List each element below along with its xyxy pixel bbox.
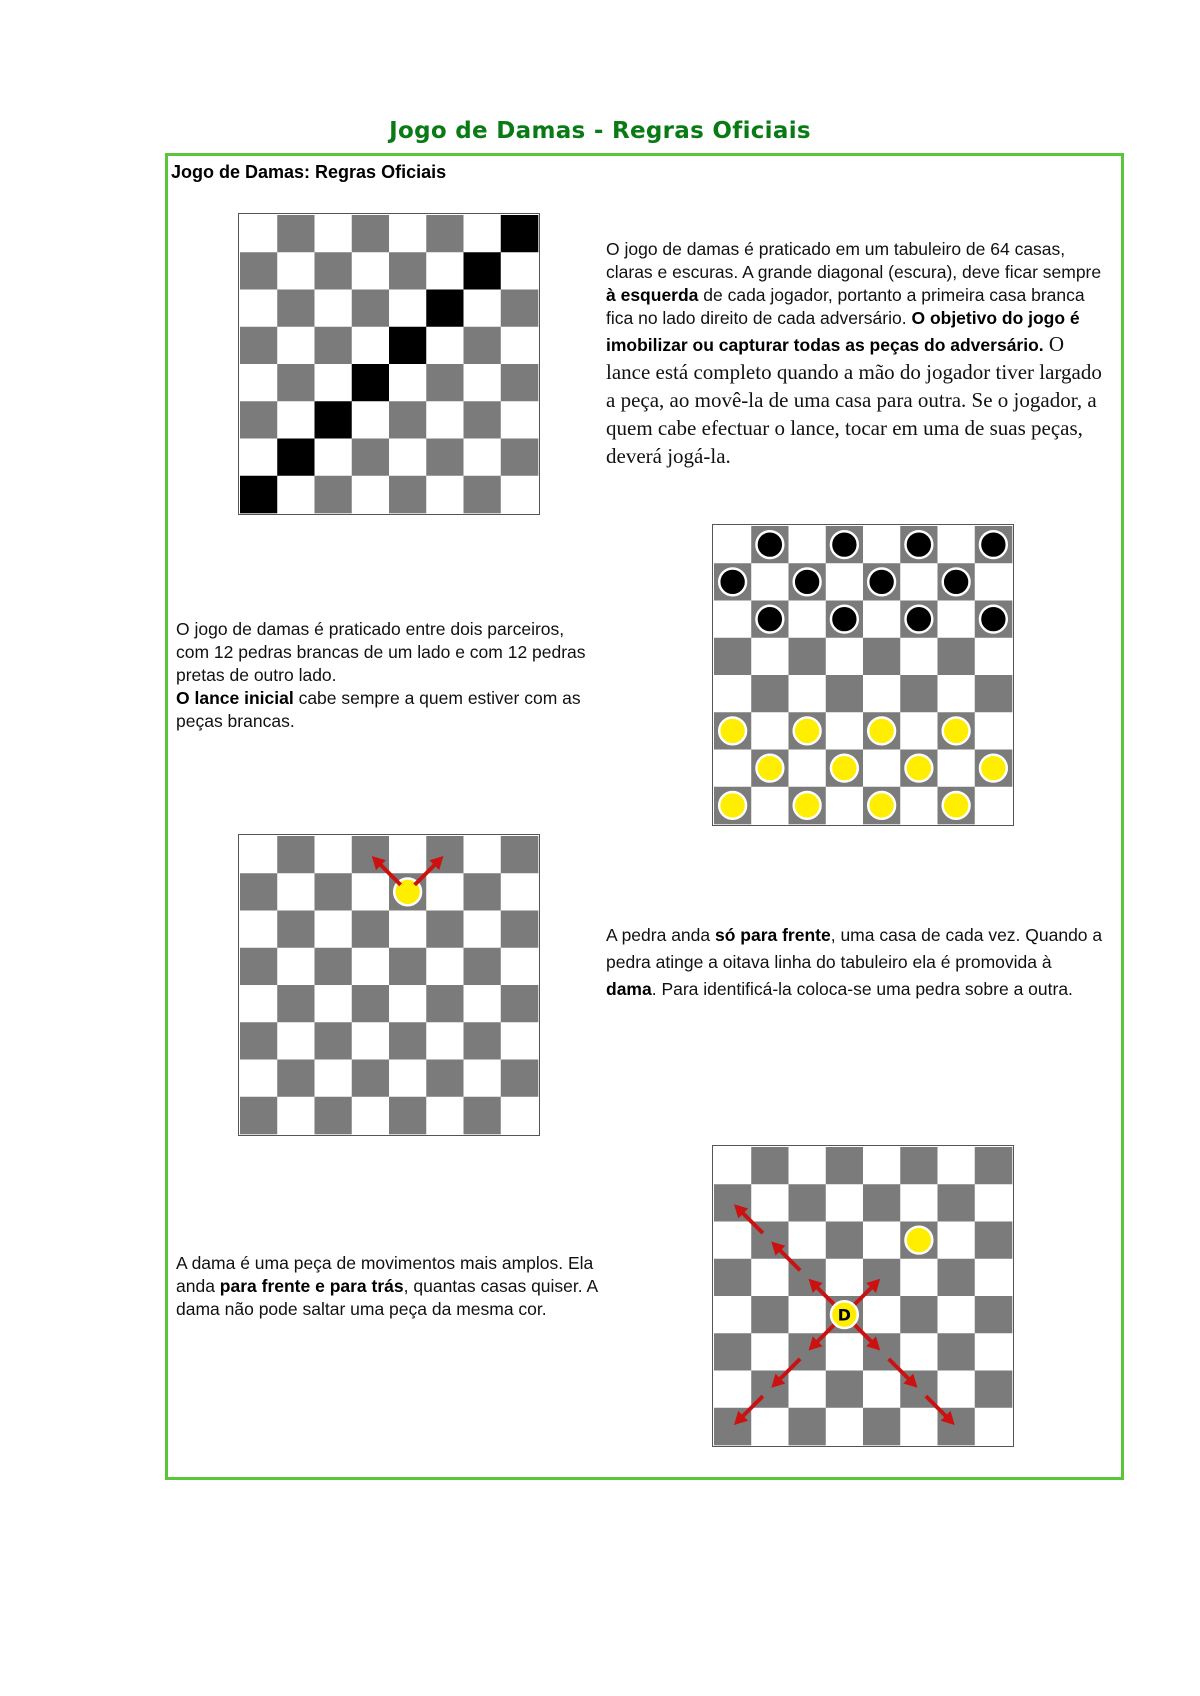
dama-piece-label: D xyxy=(837,1305,851,1325)
board-square xyxy=(751,675,789,713)
board-square xyxy=(900,1147,938,1185)
board-square xyxy=(464,215,502,253)
board-square xyxy=(240,252,278,290)
board-square xyxy=(826,638,864,676)
yellow-piece xyxy=(868,792,895,819)
black-piece xyxy=(980,531,1007,558)
board-square xyxy=(240,910,278,948)
board-square xyxy=(464,1060,502,1098)
board-square xyxy=(426,401,464,439)
board-square xyxy=(501,836,539,874)
board-square xyxy=(426,948,464,986)
board-square xyxy=(900,638,938,676)
pedra-text xyxy=(606,922,1106,1003)
board-square xyxy=(389,327,427,365)
board-square xyxy=(389,476,427,514)
board-square xyxy=(464,873,502,911)
board-square xyxy=(352,327,390,365)
board-square xyxy=(464,985,502,1023)
yellow-piece xyxy=(980,755,1007,782)
inicio-text-1: O jogo de damas é praticado entre dois parceiros, com 12 pedras brancas de um lado e com 12 pedras pretas de outro lado. xyxy=(176,619,586,685)
board-square xyxy=(314,910,352,948)
tabuleiro-text-bold-1: à esquerda xyxy=(606,285,699,305)
board-square xyxy=(826,1184,864,1222)
board-square xyxy=(389,910,427,948)
board-square xyxy=(714,750,752,788)
board-square xyxy=(352,910,390,948)
board-square xyxy=(826,563,864,601)
board-square xyxy=(826,1221,864,1259)
yellow-piece xyxy=(943,717,970,744)
board-square xyxy=(863,1184,901,1222)
board-square xyxy=(389,215,427,253)
board-square xyxy=(426,1060,464,1098)
yellow-piece xyxy=(794,792,821,819)
board-square xyxy=(464,439,502,477)
yellow-piece xyxy=(831,755,858,782)
board-square xyxy=(277,985,315,1023)
board-square xyxy=(314,289,352,327)
board-square xyxy=(826,1333,864,1371)
board-square xyxy=(277,215,315,253)
board-square xyxy=(277,1097,315,1135)
board-square xyxy=(501,364,539,402)
board-square xyxy=(277,439,315,477)
tabuleiro-text xyxy=(606,238,1106,470)
board-square xyxy=(352,364,390,402)
board-square xyxy=(788,750,826,788)
board-square xyxy=(240,364,278,402)
board-square xyxy=(240,327,278,365)
yellow-piece xyxy=(943,792,970,819)
board-square xyxy=(314,327,352,365)
board-square xyxy=(863,1221,901,1259)
board-square xyxy=(464,910,502,948)
yellow-piece xyxy=(905,755,932,782)
board-square xyxy=(501,289,539,327)
board-square xyxy=(240,401,278,439)
board-square xyxy=(975,1371,1013,1409)
board-square xyxy=(464,1097,502,1135)
board-square xyxy=(975,1147,1013,1185)
board-square xyxy=(464,1022,502,1060)
board-square xyxy=(938,675,976,713)
board-square xyxy=(314,985,352,1023)
board-square xyxy=(501,1060,539,1098)
board-square xyxy=(938,1296,976,1334)
board-square xyxy=(501,1022,539,1060)
board-square xyxy=(863,638,901,676)
board-square xyxy=(389,289,427,327)
board-square xyxy=(501,439,539,477)
board-square xyxy=(277,873,315,911)
board-square xyxy=(751,712,789,750)
board-square xyxy=(938,1371,976,1409)
dama-text xyxy=(176,1252,611,1321)
board-square xyxy=(426,252,464,290)
board-square xyxy=(314,252,352,290)
inicio-lance-inicial: O lance inicial xyxy=(176,688,294,708)
board-square xyxy=(751,1147,789,1185)
board-square xyxy=(826,675,864,713)
board-square xyxy=(788,1221,826,1259)
board-square xyxy=(389,985,427,1023)
board-square xyxy=(314,364,352,402)
board-square xyxy=(464,476,502,514)
board-square xyxy=(352,401,390,439)
board-square xyxy=(277,948,315,986)
board-square xyxy=(975,787,1013,825)
board-square xyxy=(240,1022,278,1060)
pedra-text-3: . Para identificá-la coloca-se uma pedra sobre a outra. xyxy=(651,979,1073,999)
board-square xyxy=(426,364,464,402)
board-square xyxy=(714,1259,752,1297)
tabuleiro-text-serif: O lance está completo quando a mão do jogador tiver largado a peça, ao movê-la de uma casa para outra. Se o jogador, a quem cabe efectuar o lance, tocar em uma de suas peças, deverá jogá-la. xyxy=(606,332,1102,468)
board-square xyxy=(314,873,352,911)
board-square xyxy=(426,289,464,327)
dama-text-1: A dama é uma peça de movimentos mais amplos. Ela anda xyxy=(176,1253,594,1296)
board-square xyxy=(426,476,464,514)
board-square xyxy=(389,948,427,986)
black-piece xyxy=(719,568,746,595)
board-square xyxy=(714,1147,752,1185)
board-square xyxy=(389,252,427,290)
board-square xyxy=(975,1408,1013,1446)
board-square xyxy=(863,1147,901,1185)
board-square xyxy=(314,1022,352,1060)
board-square xyxy=(277,476,315,514)
frame-heading: Jogo de Damas: Regras Oficiais xyxy=(171,162,447,182)
black-piece xyxy=(831,531,858,558)
board-square xyxy=(240,289,278,327)
board-square xyxy=(938,750,976,788)
board-square xyxy=(900,712,938,750)
board-square xyxy=(314,836,352,874)
board-square xyxy=(352,1060,390,1098)
board-square xyxy=(788,1147,826,1185)
black-piece xyxy=(980,606,1007,633)
board-square xyxy=(900,1333,938,1371)
board-square xyxy=(352,439,390,477)
board-square xyxy=(240,215,278,253)
board-square xyxy=(501,948,539,986)
board-square xyxy=(975,675,1013,713)
board-square xyxy=(714,1221,752,1259)
board-square xyxy=(863,750,901,788)
setup-board xyxy=(712,524,1014,826)
board-square xyxy=(352,948,390,986)
black-piece xyxy=(868,568,895,595)
board-square xyxy=(314,1060,352,1098)
board-square xyxy=(788,1408,826,1446)
board-square xyxy=(352,252,390,290)
dama-text-2: , quantas casas quiser. A dama não pode saltar uma peça da mesma cor. xyxy=(176,1276,598,1319)
board-square xyxy=(501,873,539,911)
tabuleiro-objective: O objetivo do jogo é imobilizar ou capturar todas as peças do adversário. xyxy=(606,308,1080,355)
board-square xyxy=(426,327,464,365)
board-square xyxy=(826,1259,864,1297)
black-piece xyxy=(905,531,932,558)
board-square xyxy=(900,1408,938,1446)
board-square xyxy=(501,401,539,439)
board-square xyxy=(389,439,427,477)
board-square xyxy=(938,1221,976,1259)
board-square xyxy=(314,476,352,514)
board-square xyxy=(277,1060,315,1098)
black-piece xyxy=(756,606,783,633)
pedra-move-board xyxy=(238,834,540,1136)
board-square xyxy=(240,476,278,514)
board-square xyxy=(314,1097,352,1135)
document-title: Jogo de Damas - Regras Oficiais xyxy=(389,118,811,144)
yellow-piece xyxy=(719,717,746,744)
board-square xyxy=(863,1296,901,1334)
board-square xyxy=(788,600,826,638)
board-square xyxy=(975,1296,1013,1334)
board-square xyxy=(426,910,464,948)
board-square xyxy=(240,873,278,911)
diagonal-board xyxy=(238,213,540,515)
board-square xyxy=(501,476,539,514)
board-square xyxy=(900,675,938,713)
board-square xyxy=(277,289,315,327)
dama-para-frente-tras: para frente e para trás xyxy=(219,1276,404,1296)
board-square xyxy=(938,1184,976,1222)
board-square xyxy=(900,1184,938,1222)
board-square xyxy=(464,948,502,986)
board-square xyxy=(938,1259,976,1297)
board-square xyxy=(751,1296,789,1334)
board-square xyxy=(352,985,390,1023)
black-piece xyxy=(794,568,821,595)
board-square xyxy=(277,364,315,402)
board-square xyxy=(900,1296,938,1334)
board-square xyxy=(240,836,278,874)
board-square xyxy=(975,712,1013,750)
board-square xyxy=(714,600,752,638)
board-square xyxy=(464,289,502,327)
black-piece xyxy=(831,606,858,633)
board-square xyxy=(975,1333,1013,1371)
board-square xyxy=(240,439,278,477)
tabuleiro-text-1: O jogo de damas é praticado em um tabuleiro de 64 casas, claras e escuras. A grande diagonal (escura), deve ficar sempre xyxy=(606,239,1102,282)
board-square xyxy=(501,1097,539,1135)
board-square xyxy=(501,252,539,290)
board-square xyxy=(788,1184,826,1222)
board-square xyxy=(938,526,976,564)
board-square xyxy=(938,600,976,638)
board-square xyxy=(501,985,539,1023)
tabuleiro-text-2: de cada jogador, portanto a primeira casa branca fica no lado direito de cada adversário. xyxy=(606,285,1085,328)
board-square xyxy=(277,327,315,365)
board-square xyxy=(863,1371,901,1409)
black-piece xyxy=(905,606,932,633)
board-square xyxy=(788,638,826,676)
board-square xyxy=(714,638,752,676)
board-square xyxy=(464,327,502,365)
inicio-text xyxy=(176,618,601,733)
board-square xyxy=(501,910,539,948)
board-square xyxy=(314,401,352,439)
pedra-text-1: A pedra anda xyxy=(606,925,715,945)
board-square xyxy=(277,836,315,874)
board-square xyxy=(863,675,901,713)
board-square xyxy=(900,1259,938,1297)
yellow-piece xyxy=(719,792,746,819)
board-square xyxy=(714,1296,752,1334)
board-square xyxy=(314,439,352,477)
board-square xyxy=(751,787,789,825)
board-square xyxy=(938,638,976,676)
board-square xyxy=(426,1097,464,1135)
board-square xyxy=(788,1371,826,1409)
black-piece xyxy=(756,531,783,558)
board-square xyxy=(464,252,502,290)
board-square xyxy=(975,1184,1013,1222)
board-square xyxy=(277,401,315,439)
board-square xyxy=(464,364,502,402)
board-square xyxy=(826,787,864,825)
yellow-piece xyxy=(905,1227,932,1254)
board-square xyxy=(714,1371,752,1409)
board-square xyxy=(389,1097,427,1135)
board-square xyxy=(389,401,427,439)
board-square xyxy=(900,563,938,601)
yellow-piece xyxy=(794,717,821,744)
board-square xyxy=(975,1259,1013,1297)
board-square xyxy=(352,215,390,253)
board-square xyxy=(426,1022,464,1060)
board-square xyxy=(826,1371,864,1409)
board-square xyxy=(900,787,938,825)
yellow-piece xyxy=(868,717,895,744)
black-piece xyxy=(943,568,970,595)
board-square xyxy=(975,1221,1013,1259)
board-square xyxy=(426,985,464,1023)
dama-move-board xyxy=(712,1145,1014,1447)
board-square xyxy=(352,1097,390,1135)
board-square xyxy=(314,948,352,986)
pedra-dama: dama xyxy=(606,979,652,999)
board-square xyxy=(751,1184,789,1222)
board-square xyxy=(389,364,427,402)
board-square xyxy=(788,526,826,564)
board-square xyxy=(826,712,864,750)
board-square xyxy=(277,1022,315,1060)
board-square xyxy=(788,675,826,713)
board-square xyxy=(938,1147,976,1185)
pedra-so-para-frente: só para frente xyxy=(714,925,831,945)
board-square xyxy=(938,1333,976,1371)
board-square xyxy=(714,1333,752,1371)
board-square xyxy=(751,563,789,601)
yellow-piece xyxy=(756,755,783,782)
board-square xyxy=(714,675,752,713)
board-square xyxy=(240,1060,278,1098)
board-square xyxy=(426,215,464,253)
board-square xyxy=(751,1333,789,1371)
board-square xyxy=(426,873,464,911)
board-square xyxy=(240,985,278,1023)
board-square xyxy=(501,215,539,253)
board-square xyxy=(352,873,390,911)
board-square xyxy=(464,836,502,874)
board-square xyxy=(975,638,1013,676)
board-square xyxy=(751,638,789,676)
board-square xyxy=(501,327,539,365)
board-square xyxy=(714,526,752,564)
board-square xyxy=(389,1022,427,1060)
board-square xyxy=(975,563,1013,601)
board-square xyxy=(826,1147,864,1185)
board-square xyxy=(240,948,278,986)
board-square xyxy=(352,289,390,327)
board-square xyxy=(277,252,315,290)
board-square xyxy=(389,1060,427,1098)
board-square xyxy=(863,1408,901,1446)
board-square xyxy=(240,1097,278,1135)
board-square xyxy=(751,1408,789,1446)
board-square xyxy=(389,836,427,874)
board-square xyxy=(314,215,352,253)
board-square xyxy=(464,401,502,439)
board-square xyxy=(863,600,901,638)
board-square xyxy=(352,1022,390,1060)
board-square xyxy=(788,1296,826,1334)
inicio-text-2: cabe sempre a quem estiver com as peças brancas. xyxy=(176,688,581,731)
board-square xyxy=(277,910,315,948)
board-square xyxy=(826,1408,864,1446)
board-square xyxy=(352,476,390,514)
board-square xyxy=(863,526,901,564)
board-square xyxy=(426,439,464,477)
pedra-text-2: , uma casa de cada vez. Quando a pedra atinge a oitava linha do tabuleiro ela é promovida à xyxy=(606,925,1103,972)
board-square xyxy=(751,1259,789,1297)
